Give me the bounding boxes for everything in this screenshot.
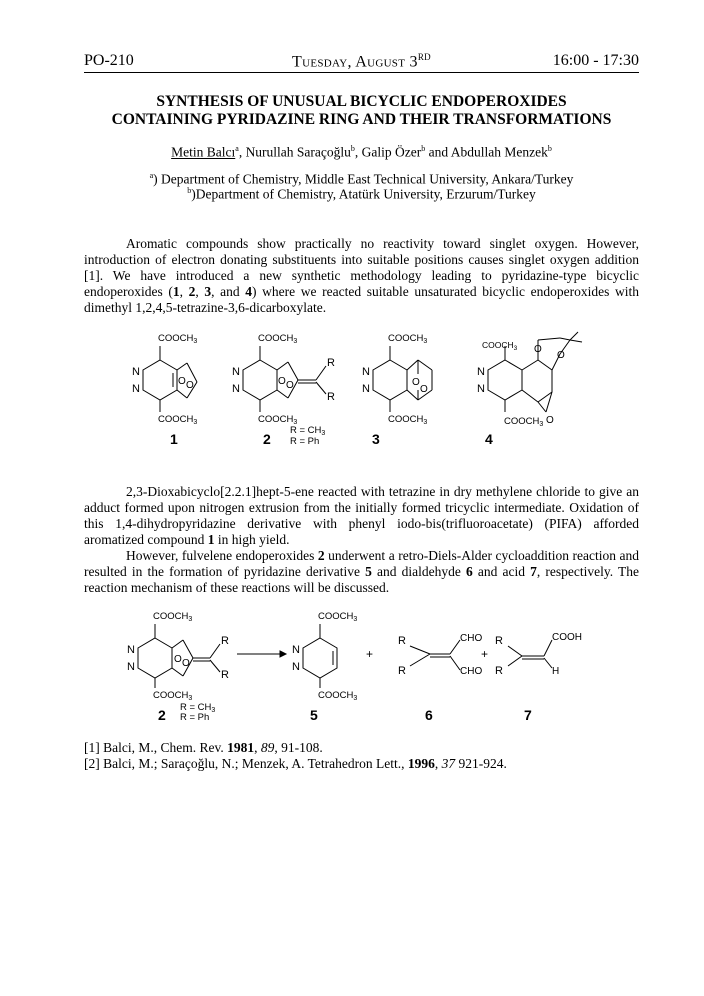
n-atom: N (232, 366, 240, 378)
acid-label: COOH (552, 632, 582, 643)
text-run: , (179, 284, 189, 299)
aldehyde-label: CHO (460, 666, 483, 677)
ester-label: $COOCH_3$ (153, 611, 193, 623)
references (84, 740, 639, 772)
text-run: , (254, 740, 261, 755)
ref-year: 1996 (407, 756, 435, 771)
o-atom: O (178, 376, 186, 387)
r-group: R (221, 669, 229, 681)
ester-label: $COOCH_3$ (388, 414, 428, 426)
ester-label: $COOCH_3$ (258, 414, 298, 426)
compound-ref: 2 (188, 284, 196, 299)
text-run: 921-924. (455, 756, 507, 771)
n-atom: N (362, 366, 370, 378)
n-atom: N (232, 383, 240, 395)
r-group: R (327, 391, 335, 403)
text-run: However, fulvelene endoperoxides (126, 548, 318, 563)
o-atom: O (534, 344, 542, 355)
n-atom: N (362, 383, 370, 395)
n-atom: N (292, 661, 300, 673)
plus-sign: + (481, 647, 489, 661)
ester-label: $COOCH_3$ (482, 340, 518, 352)
affiliation-text: )Department of Chemistry, Atatürk University, Erzurum/Turkey (191, 186, 536, 202)
n-atom: N (132, 383, 140, 395)
author-sup: b (547, 144, 552, 153)
compound-ref: 1 (207, 532, 215, 547)
plus-sign: + (366, 647, 374, 661)
r-group: R (495, 665, 503, 677)
title-line-2: CONTAINING PYRIDAZINE RING AND THEIR TRANSFORMATIONS (111, 111, 612, 128)
author-name: Abdullah Menzek (450, 144, 548, 160)
ref-year: 1981 (227, 740, 255, 755)
affiliation-text: ) Department of Chemistry, Middle East Technical University, Ankara/Turkey (153, 171, 574, 187)
aldehyde-label: CHO (460, 633, 483, 644)
r-group: R (327, 357, 335, 369)
text-run: [2] Balci, M.; Saraçoğlu, N.; Menzek, A. Tetrahedron Lett., (84, 756, 408, 771)
ref-volume: 89 (260, 740, 275, 755)
ester-label: $COOCH_3$ (158, 333, 198, 345)
o-atom: O (412, 377, 420, 388)
o-atom: O (420, 384, 428, 395)
reaction-scheme (120, 608, 600, 728)
compound-label: 5 (310, 707, 318, 723)
author-name: Metin Balcı (171, 144, 236, 160)
compound-ref: 5 (365, 564, 372, 579)
structure-6 (410, 640, 460, 670)
compound-label: 7 (524, 707, 532, 723)
compound-ref: 4 (245, 284, 253, 299)
ester-label: $COOCH_3$ (258, 333, 298, 345)
o-atom: O (286, 380, 294, 391)
r-definition: R = Ph (180, 712, 210, 723)
ester-label: $COOCH_3$ (318, 611, 358, 623)
n-atom: N (127, 644, 135, 656)
text-run: [1] Balci, M., Chem. Rev. (84, 740, 228, 755)
text-run: ) where we reacted suitable unsaturated bicyclic endoperoxides with dimethyl 1,2,4,5-tetrazine-3,6-dicarboxylate. (84, 284, 639, 315)
text-run: in high yield. (214, 532, 290, 547)
session-time: 16:00 - 17:30 (552, 52, 639, 69)
o-atom: O (557, 350, 565, 361)
o-atom: O (186, 380, 194, 391)
compound-label: 3 (372, 431, 380, 447)
compound-label: 2 (263, 431, 271, 447)
page-header (84, 52, 639, 72)
structure-5 (303, 624, 337, 688)
compound-ref: 3 (204, 284, 212, 299)
compound-ref: 1 (172, 284, 180, 299)
text-run: underwent a retro-Diels-Alder cycloaddition reaction and resulted in the formation of pyridazine derivative (84, 548, 640, 579)
text-run: , respectively. The reaction mechanism of these reactions will be discussed. (84, 564, 639, 595)
affiliation-sup: b (187, 186, 192, 195)
header-rule (84, 72, 639, 73)
compound-ref: 6 (466, 564, 473, 579)
reference-item (84, 740, 639, 756)
ref-volume: 37 (441, 756, 456, 771)
o-atom: O (182, 658, 190, 669)
paragraph-synthesis (84, 484, 639, 548)
session-day-text: Tuesday, August 3 (292, 53, 418, 71)
title-line-1: SYNTHESIS OF UNUSUAL BICYCLIC ENDOPEROXIDES (156, 93, 567, 110)
o-atom: O (546, 415, 554, 426)
compound-label: 1 (170, 431, 178, 447)
n-atom: N (477, 366, 485, 378)
affiliation-sup: a (149, 171, 154, 180)
compound-ref: 2 (317, 548, 325, 563)
author-name: Nurullah Saraçoğlu (245, 144, 351, 160)
paragraph-intro (84, 236, 639, 316)
text-run: , 91-108. (274, 740, 323, 755)
affiliation-b (84, 183, 639, 203)
n-atom: N (132, 366, 140, 378)
structures-figure-1 (120, 330, 620, 455)
r-group: R (398, 635, 406, 647)
ester-label: $COOCH_3$ (318, 690, 358, 702)
r-group: R (221, 635, 229, 647)
text-run: and acid (472, 564, 531, 579)
n-atom: N (127, 661, 135, 673)
structure-3 (373, 346, 432, 412)
r-group: R (398, 665, 406, 677)
r-definition: R = Ph (290, 436, 320, 447)
author-name: Galip Özer (361, 144, 422, 160)
text-run: , (434, 756, 442, 771)
reference-item (84, 756, 639, 772)
paper-title (84, 93, 639, 129)
text-run: , and (211, 284, 246, 299)
compound-ref: 7 (530, 564, 537, 579)
compound-label: 2 (158, 707, 166, 723)
poster-code: PO-210 (84, 52, 134, 69)
ester-label: $COOCH_3$ (153, 690, 193, 702)
compound-label: 4 (485, 431, 493, 447)
r-definition: $R = CH_3$ (180, 702, 216, 714)
author-sup: a (235, 144, 239, 153)
author-sup: b (350, 144, 355, 153)
paragraph-mechanism (84, 548, 639, 596)
o-atom: O (278, 376, 286, 387)
r-definition: $R = CH_3$ (290, 425, 326, 437)
author-list: Metin Balcı$^a$, Nurullah Saraçoğlu$^b$, Galip Özer$^b$ and Abdullah Menzek$^b$ (171, 144, 552, 160)
hydrogen-label: H (552, 666, 560, 677)
session-day-suffix: RD (417, 52, 431, 62)
n-atom: N (292, 644, 300, 656)
ester-label: $COOCH_3$ (158, 414, 198, 426)
compound-label: 6 (425, 707, 433, 723)
n-atom: N (477, 383, 485, 395)
author-sup: b (421, 144, 426, 153)
ester-label: $COOCH_3$ (504, 416, 544, 428)
o-atom: O (174, 654, 182, 665)
text-run: Aromatic compounds show practically no reactivity toward singlet oxygen. However, introduction of electron donating substituents into suitable positions causes singlet oxygen addition [1]. We have introduced a new synthetic methodology leading to pyridazine-type bicyclic endoperoxides ( (84, 236, 639, 299)
text-run: 2,3-Dioxabicyclo[2.2.1]hept-5-ene reacted with tetrazine in dry methylene chloride to give an adduct formed upon nitrogen extrusion from the initially formed tricyclic intermediate. Oxidation of this 1,4-dihydropyridazine derivative with phenyl iodo-bis(trifluoroacetate) (PIFA) afforded aromatized compound (84, 484, 639, 547)
structure-7 (508, 640, 552, 668)
text-run: and dialdehyde (371, 564, 466, 579)
structure-1 (143, 346, 197, 412)
r-group: R (495, 635, 503, 647)
ester-label: $COOCH_3$ (388, 333, 428, 345)
text-run: , (195, 284, 205, 299)
